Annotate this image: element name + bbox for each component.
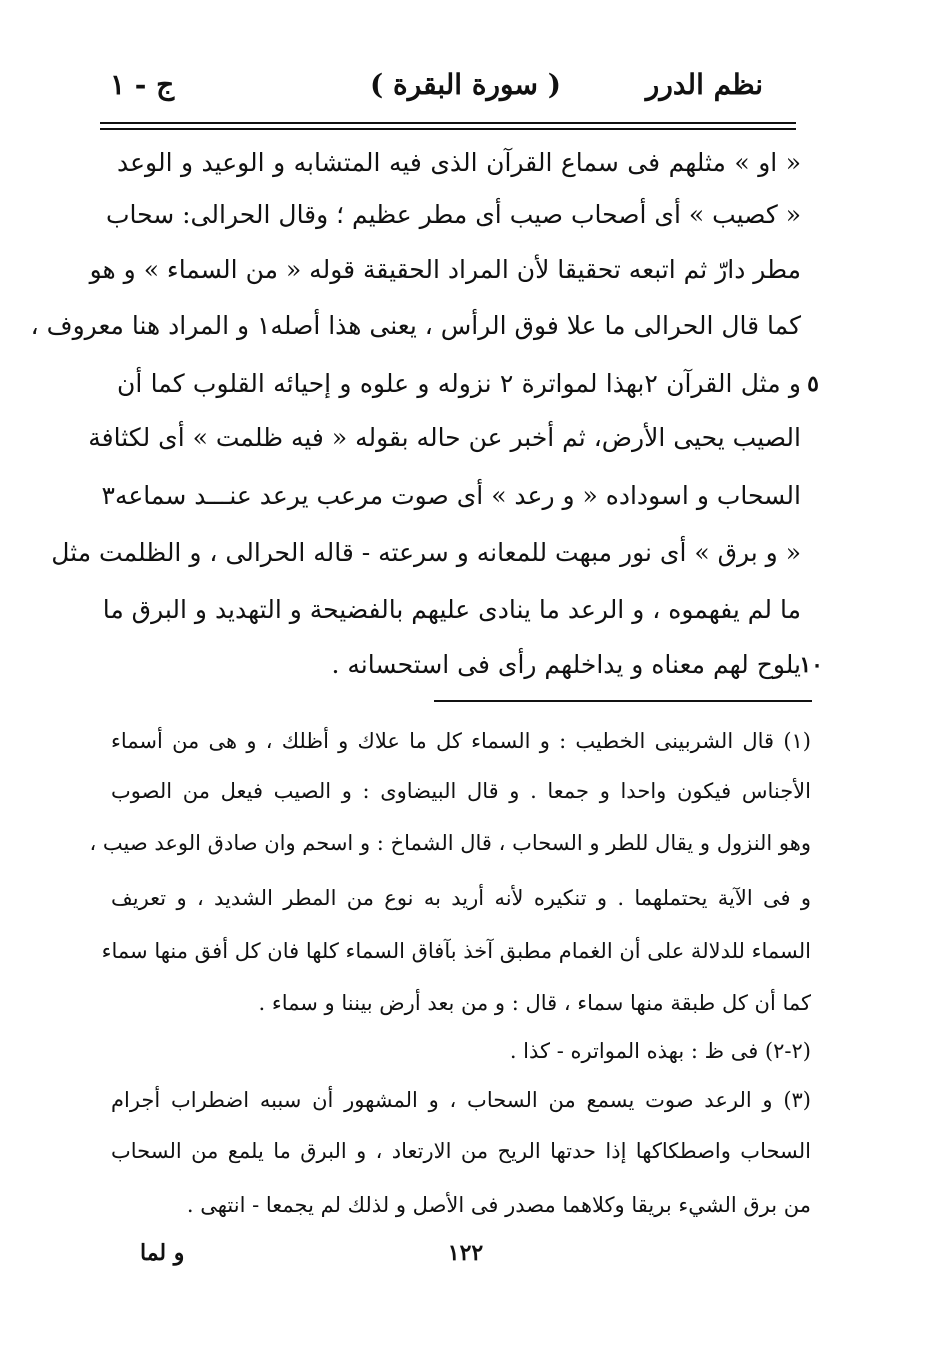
line-number-5: ٥ [807, 371, 819, 397]
footnote-line: السماء للدلالة على أن الغمام مطبق آخذ بآفاق السماء كلها فان كل أفق منها سماء [101, 939, 811, 963]
footnote-line: (٢-٢) فى ظ : بهذه المواتره - كذا . [509, 1039, 811, 1063]
running-title: نظم الدرر [645, 68, 763, 101]
line-number-10: ١٠ [799, 652, 823, 678]
page-number: ١٢٢ [447, 1240, 484, 1266]
text-line: « و برق » أى نور مبهت للمعانه و سرعته - قاله الحرالى ، و الظلمت مثل [51, 538, 801, 567]
footnote-line: و فى الآية يحتملهما . و تنكيره لأنه أريد به نوع من المطر الشديد ، و تعريف [111, 886, 811, 910]
catchword: و لما [140, 1240, 185, 1266]
text-line: السحاب و اسوداده « و رعد » أى صوت مرعب يرعد عنـــد سماعه٣ [101, 481, 801, 510]
text-line: مطر دارّ ثم اتبعه تحقيقا لأن المراد الحقيقة قوله « من السماء » و هو [89, 255, 801, 284]
volume-label: ج - ١ [110, 68, 175, 101]
footnote-line: الأجناس فيكون واحدا و جمعا . و قال البيضاوى : و الصيب فيعل من الصوب [111, 779, 811, 803]
text-line: « كصيب » أى أصحاب صيب أى مطر عظيم ؛ وقال الحرالى: سحاب [105, 200, 801, 229]
footnote-line: وهو النزول و يقال للطر و السحاب ، قال الشماخ : و اسحم وان صادق الوعد صيب ، [89, 831, 811, 855]
text-line: ما لم يفهموه ، و الرعد ما ينادى عليهم بالفضيحة و التهديد و البرق ما [102, 595, 801, 624]
footnote-line: (٣) و الرعد صوت يسمع من السحاب ، و المشهور أن سببه اضطراب أجرام [111, 1088, 811, 1112]
footnote-line: كما أن كل طبقة منها سماء ، قال : و من بعد أرض بيننا و سماء . [258, 991, 811, 1015]
surah-title: ( سورة البقرة ) [370, 68, 561, 101]
text-line: « او » مثلهم فى سماع القرآن الذى فيه المتشابه و الوعيد و الوعد [117, 148, 801, 177]
text-line: الصيب يحيى الأرض، ثم أخبر عن حاله بقوله « فيه ظلمت » أى لكثافة [88, 423, 801, 452]
text-line: يلوح لهم معناه و يداخلهم رأى فى استحسانه . [331, 650, 801, 679]
footnote-line: (١) قال الشربينى الخطيب : و السماء كل ما علاك و أظلك ، و هى من أسماء [111, 729, 811, 753]
header-rule-bottom [100, 128, 796, 130]
footnote-divider [434, 700, 812, 702]
text-line: و مثل القرآن ٢بهذا لمواترة ٢ نزوله و علوه و إحيائه القلوب كما أن [117, 369, 801, 398]
footnote-line: من برق الشيء بريقا وكلاهما مصدر فى الأصل و لذلك لم يجمعا - انتهى . [186, 1193, 811, 1217]
footnote-line: السحاب واصطكاكها إذا حدتها الريح من الارتعاد ، و البرق ما يلمع من السحاب [111, 1139, 811, 1163]
header-rule-top [100, 122, 796, 124]
text-line: كما قال الحرالى ما علا فوق الرأس ، يعنى هذا أصله١ و المراد هنا معروف ، [30, 311, 801, 340]
